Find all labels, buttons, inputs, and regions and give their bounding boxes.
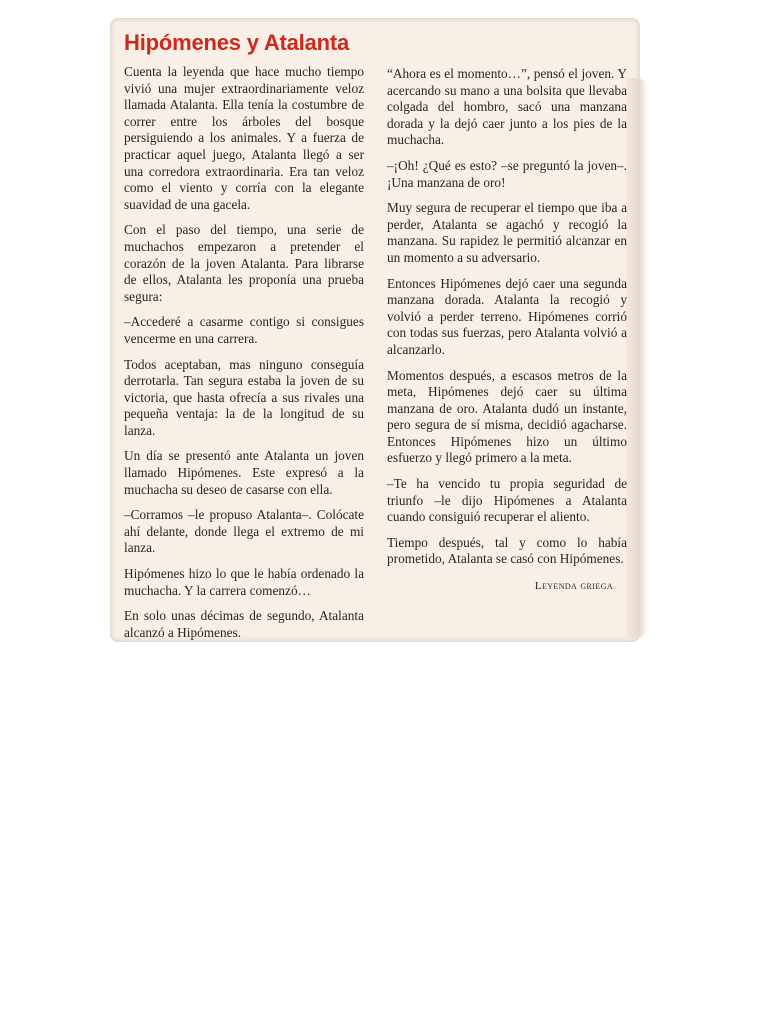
paragraph: –Accederé a casarme contigo si consigues vencerme en una carrera. — [124, 314, 364, 346]
paragraph: –Corramos –le propuso Atalanta–. Colócate ahí delante, donde llega el extremo de mi lanza. — [124, 507, 364, 556]
paragraph: Tiempo después, tal y como lo había prometido, Atalanta se casó con Hipómenes. — [387, 534, 627, 567]
left-column — [124, 64, 364, 650]
paragraph: En solo unas décimas de segundo, Atalanta alcanzó a Hipómenes. — [124, 608, 364, 640]
page-curl — [626, 78, 648, 638]
paragraph: –Te ha vencido tu propia seguridad de triunfo –le dijo Hipómenes a Atalanta cuando consiguió recuperar el aliento. — [387, 476, 627, 525]
paragraph: Un día se presentó ante Atalanta un joven llamado Hipómenes. Este expresó a la muchacha su deseo de casarse con ella. — [124, 448, 364, 497]
paragraph: –¡Oh! ¿Qué es esto? –se preguntó la joven–. ¡Una manzana de oro! — [387, 157, 627, 190]
paragraph: Entonces Hipómenes dejó caer una segunda manzana dorada. Atalanta la recogió y volvió a perder terreno. Hipómenes corrió con todas sus fuerzas, pero Atalanta volvió a alcanzarlo. — [387, 275, 627, 357]
paragraph: Momentos después, a escasos metros de la meta, Hipómenes dejó caer su última manzana de oro. Atalanta dudó un instante, pero segura de sí misma, decidió agacharse. Entonces Hipómenes hizo un último esfuerzo y llegó primero a la meta. — [387, 367, 627, 466]
paragraph: Muy segura de recuperar el tiempo que iba a perder, Atalanta se agachó y recogió la manzana. Su rapidez le permitió alcanzar en un momento a su adversario. — [387, 200, 627, 265]
right-column — [387, 66, 627, 595]
paragraph: Todos aceptaban, mas ninguno conseguía derrotarla. Tan segura estaba la joven de su victoria, que hasta ofrecía a sus rivales una pequeña ventaja: la de la longitud de su lanza. — [124, 356, 364, 438]
paragraph: Cuenta la leyenda que hace mucho tiempo vivió una mujer extraordinariamente veloz llamada Atalanta. Ella tenía la costumbre de correr entre los árboles del bosque persiguiendo a los animales. Y a fuerza de practicar aquel juego, Atalanta llegó a ser una corredora extraordinaria. Era tan veloz como el viento y corría con la elegante suavidad de una gacela. — [124, 64, 364, 212]
story-title: Hipómenes y Atalanta — [124, 30, 350, 55]
paragraph: “Ahora es el momento…”, pensó el joven. Y acercando su mano a una bolsita que llevaba colgada del hombro, sacó una manzana dorada y la dejó caer junto a los pies de la muchacha. — [387, 66, 627, 148]
source-attribution: Leyenda griega — [534, 580, 613, 593]
story-card — [110, 18, 640, 642]
paragraph: Con el paso del tiempo, una serie de muchachos empezaron a pretender el corazón de la joven Atalanta. Para librarse de ellos, Atalanta les proponía una prueba segura: — [124, 222, 364, 304]
paragraph: Hipómenes hizo lo que le había ordenado la muchacha. Y la carrera comenzó… — [124, 566, 364, 598]
